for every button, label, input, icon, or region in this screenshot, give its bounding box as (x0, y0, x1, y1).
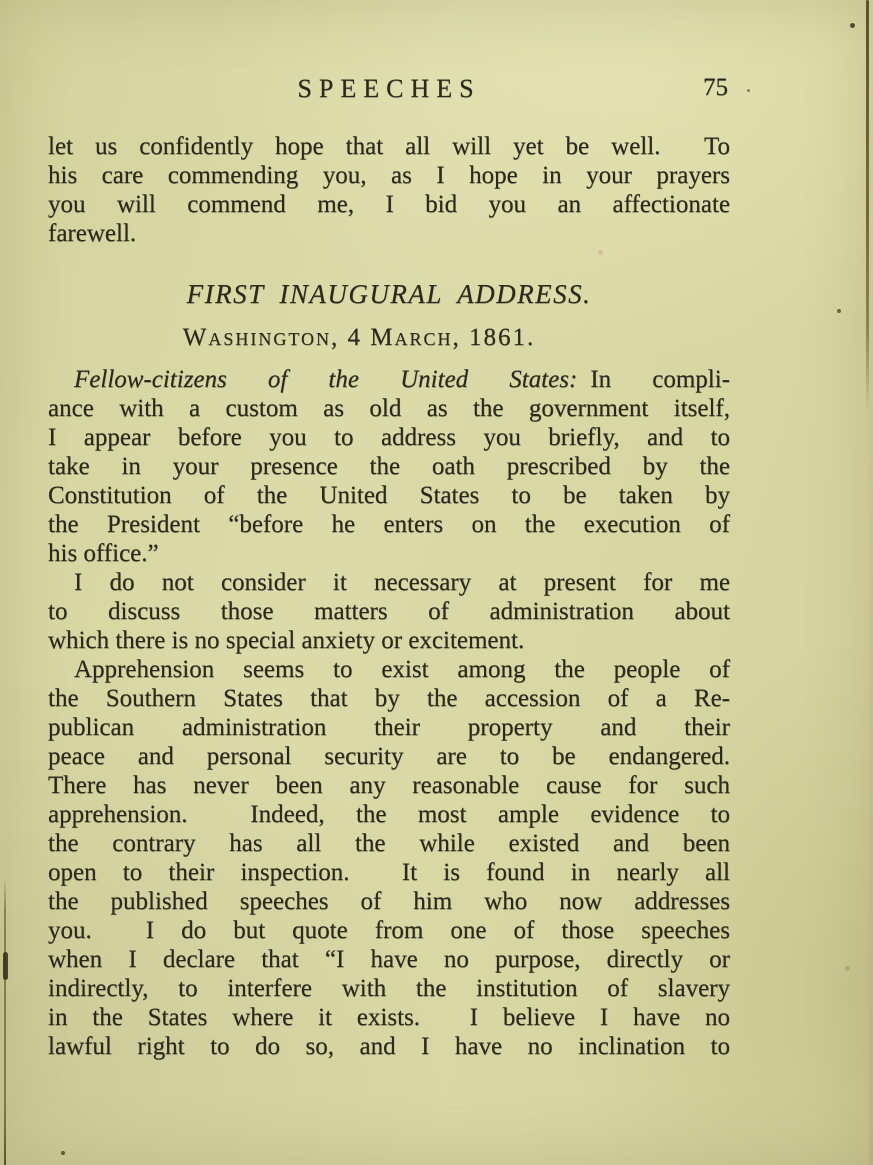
text-line: I appear before you to address you briefly, and to (48, 424, 730, 451)
page-edge-line-left (4, 876, 6, 1165)
body-paragraph (48, 568, 730, 655)
scan-speck (845, 966, 850, 971)
continuation-paragraph (48, 132, 730, 248)
salutation-continuation: In compli- (590, 366, 730, 393)
text-line: in the States where it exists. I believe I have no (48, 1004, 730, 1031)
speech-dateline: Washington, 4 March, 1861. (182, 324, 536, 351)
text-line: the Southern States that by the accession of a Re- (48, 685, 730, 712)
page-content (48, 0, 730, 1061)
running-header: SPEECHES (297, 74, 481, 103)
speech-title: FIRST INAUGURAL ADDRESS. (186, 279, 592, 309)
page-edge-line-right (866, 0, 869, 412)
text-line: you. I do but quote from one of those speeches (48, 917, 730, 944)
text-line: to discuss those matters of administration about (48, 598, 730, 625)
salutation-italic: Fellow-citizens of the United States: (74, 366, 578, 393)
text-line: the published speeches of him who now addresses (48, 888, 730, 915)
text-line: publican administration their property and their (48, 714, 730, 741)
scan-speck (837, 309, 841, 313)
page-edge-shading (869, 0, 873, 1165)
page-header (48, 74, 730, 108)
text-line: Constitution of the United States to be taken by (48, 482, 730, 509)
text-line: his care commending you, as I hope in your prayers (48, 162, 730, 189)
page-number: 75 (703, 74, 728, 101)
salutation-line (48, 365, 730, 394)
body-paragraph (48, 655, 730, 1061)
text-line: let us confidently hope that all will yet be well. To (48, 133, 730, 160)
text-line: the contrary has all the while existed and been (48, 830, 730, 857)
text-line: the President “before he enters on the execution of (48, 511, 730, 538)
text-line: peace and personal security are to be endangered. (48, 743, 730, 770)
text-line: take in your presence the oath prescribed by the (48, 453, 730, 480)
text-line: farewell. (48, 220, 137, 247)
page-edge-tick (3, 952, 8, 980)
text-line: indirectly, to interfere with the institution of slavery (48, 975, 730, 1002)
text-line: Apprehension seems to exist among the people of (74, 656, 730, 683)
scan-speck (61, 1151, 65, 1155)
text-line: ance with a custom as old as the government itself, (48, 395, 730, 422)
scan-speck (850, 23, 855, 28)
opening-paragraph (48, 365, 730, 568)
scan-speck (747, 89, 750, 92)
text-line: which there is no special anxiety or excitement. (48, 627, 525, 654)
text-line: lawful right to do so, and I have no inclination to (48, 1033, 730, 1060)
text-line: you will commend me, I bid you an affectionate (48, 191, 730, 218)
text-line: when I declare that “I have no purpose, directly or (48, 946, 730, 973)
text-line: open to their inspection. It is found in nearly all (48, 859, 730, 886)
text-line: There has never been any reasonable cause for such (48, 772, 730, 799)
text-line: his office.” (48, 540, 159, 567)
text-line: I do not consider it necessary at present for me (74, 569, 730, 596)
text-line: apprehension. Indeed, the most ample evidence to (48, 801, 730, 828)
